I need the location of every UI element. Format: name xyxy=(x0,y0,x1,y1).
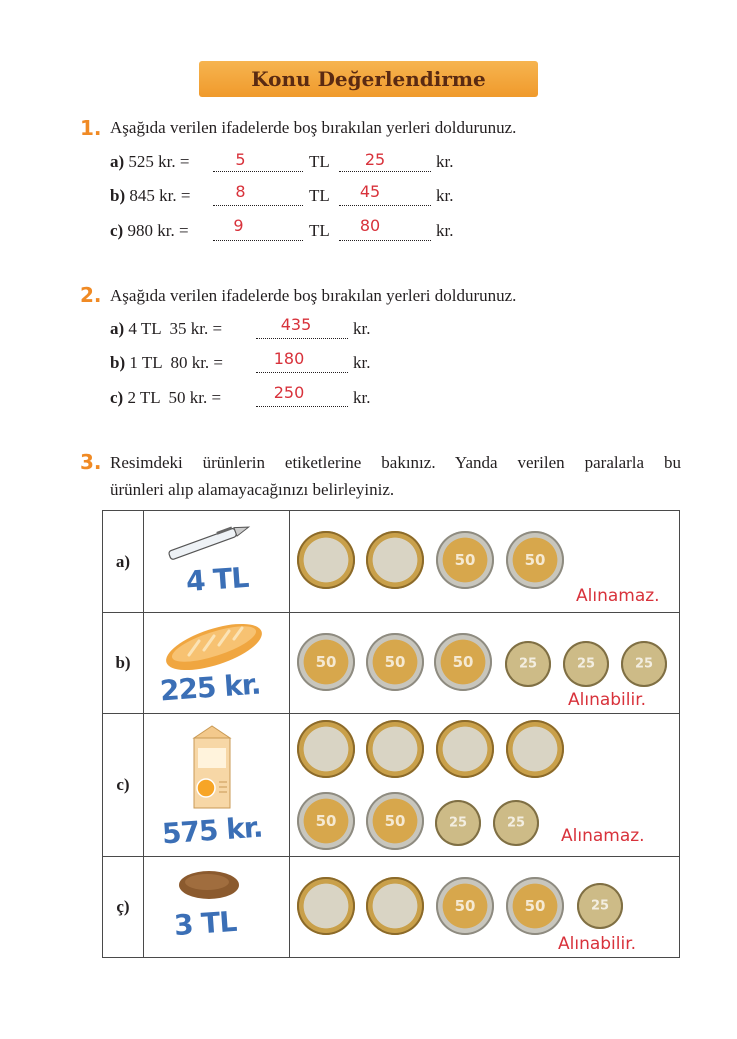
table-row xyxy=(103,857,680,958)
product-cell xyxy=(144,613,290,714)
question-1-number: 1. xyxy=(80,116,102,140)
coin-value: 50 xyxy=(454,551,476,569)
answer-blank[interactable] xyxy=(256,371,348,373)
item-expression: 525 kr. = xyxy=(128,152,190,171)
coin-25kr-icon xyxy=(505,641,551,687)
coins-cell xyxy=(290,857,680,958)
coin-value: 50 xyxy=(452,653,474,671)
coin-50kr-icon xyxy=(506,531,564,589)
item-expression: 1 TL 80 kr. = xyxy=(129,353,224,372)
coin-value: 25 xyxy=(506,815,526,831)
item-label: b) xyxy=(110,186,126,205)
coin-1tl-icon xyxy=(436,720,494,778)
answer-value: 25 xyxy=(364,150,386,169)
price-label: 4 TL xyxy=(184,560,250,599)
tl-unit: TL xyxy=(309,221,330,240)
question-2-text: Aşağıda verilen ifadelerde boş bırakılan yerleri doldurunuz. xyxy=(110,286,517,305)
price-label: 575 kr. xyxy=(160,810,264,851)
coin-value: 50 xyxy=(524,897,546,915)
answer-value: 5 xyxy=(235,150,246,169)
coins-cell xyxy=(290,511,680,613)
coin-value: 50 xyxy=(524,551,546,569)
kr-unit: kr. xyxy=(436,221,454,240)
kr-unit: kr. xyxy=(353,388,371,407)
q1-item-c xyxy=(110,221,189,245)
item-expression: 845 kr. = xyxy=(129,186,191,205)
question-3-number: 3. xyxy=(80,450,102,474)
item-expression: 4 TL 35 kr. = xyxy=(128,319,223,338)
row-label: b) xyxy=(103,613,144,714)
coin-50kr-icon xyxy=(366,633,424,691)
kr-unit: kr. xyxy=(436,186,454,205)
coin-value: 25 xyxy=(518,656,538,672)
coin-value: 25 xyxy=(590,898,610,914)
coin-1tl-icon xyxy=(366,877,424,935)
answer-blank[interactable] xyxy=(213,170,303,172)
product-cell xyxy=(144,511,290,613)
answer-blank[interactable] xyxy=(256,337,348,339)
coin-50kr-icon xyxy=(506,877,564,935)
coin-50kr-icon xyxy=(436,531,494,589)
coin-1tl-icon xyxy=(297,877,355,935)
answer-blank[interactable] xyxy=(339,239,431,241)
coin-50kr-icon xyxy=(297,792,355,850)
result-text: Alınabilir. xyxy=(558,934,637,954)
question-1-text: Aşağıda verilen ifadelerde boş bırakılan yerleri doldurunuz. xyxy=(110,118,517,137)
coin-value: 25 xyxy=(448,815,468,831)
coin-50kr-icon xyxy=(436,877,494,935)
answer-value: 250 xyxy=(273,383,305,402)
coin-25kr-icon xyxy=(493,800,539,846)
item-label: c) xyxy=(110,221,124,240)
section-title-banner xyxy=(199,61,538,97)
result-text: Alınamaz. xyxy=(576,586,660,606)
item-label: c) xyxy=(110,388,124,407)
coin-50kr-icon xyxy=(366,792,424,850)
answer-blank[interactable] xyxy=(256,405,348,407)
coin-value: 25 xyxy=(576,656,596,672)
answer-blank[interactable] xyxy=(213,239,303,241)
result-text: Alınabilir. xyxy=(568,690,647,710)
coin-value: 50 xyxy=(315,812,337,830)
answer-value: 435 xyxy=(280,315,312,334)
answer-value: 9 xyxy=(233,216,244,235)
q2-item-c xyxy=(110,388,221,412)
answer-blank[interactable] xyxy=(339,170,431,172)
q2-item-b xyxy=(110,353,223,377)
price-label: 3 TL xyxy=(172,904,238,943)
product-cell xyxy=(144,714,290,857)
question-3-text-line1: Resimdeki ürünlerin etiketlerine bakınız. Yanda verilen paralarla bu xyxy=(110,453,681,472)
q1-item-b xyxy=(110,186,190,210)
tl-unit: TL xyxy=(309,186,330,205)
kr-unit: kr. xyxy=(353,319,371,338)
coin-value: 50 xyxy=(384,653,406,671)
table-row xyxy=(103,613,680,714)
question-2-number: 2. xyxy=(80,283,102,307)
answer-value: 8 xyxy=(235,182,246,201)
answer-value: 180 xyxy=(273,349,305,368)
coin-25kr-icon xyxy=(621,641,667,687)
answer-value: 80 xyxy=(359,216,381,235)
table-row xyxy=(103,511,680,613)
product-cell xyxy=(144,857,290,958)
result-text: Alınamaz. xyxy=(561,826,645,846)
coin-1tl-icon xyxy=(297,720,355,778)
coin-value: 50 xyxy=(315,653,337,671)
answer-blank[interactable] xyxy=(339,204,431,206)
coin-25kr-icon xyxy=(435,800,481,846)
item-expression: 2 TL 50 kr. = xyxy=(127,388,222,407)
juice-carton-icon xyxy=(184,722,244,812)
row-label: c) xyxy=(103,714,144,857)
q1-item-a xyxy=(110,152,189,176)
kr-unit: kr. xyxy=(353,353,371,372)
coin-25kr-icon xyxy=(577,883,623,929)
coin-50kr-icon xyxy=(434,633,492,691)
answer-value: 45 xyxy=(359,182,381,201)
shopping-table xyxy=(102,510,680,958)
item-label: a) xyxy=(110,152,125,171)
coin-1tl-icon xyxy=(297,531,355,589)
q2-item-a xyxy=(110,319,222,343)
coins-cell xyxy=(290,714,680,857)
item-label: b) xyxy=(110,353,126,372)
coin-1tl-icon xyxy=(506,720,564,778)
coins-cell xyxy=(290,613,680,714)
coin-50kr-icon xyxy=(297,633,355,691)
table-row xyxy=(103,714,680,857)
coin-1tl-icon xyxy=(366,720,424,778)
item-expression: 980 kr. = xyxy=(127,221,189,240)
coin-value: 50 xyxy=(454,897,476,915)
coin-1tl-icon xyxy=(366,531,424,589)
question-3-text-line2: ürünleri alıp alamayacağınızı belirleyiniz. xyxy=(110,480,395,499)
section-title: Konu Değerlendirme xyxy=(251,67,486,91)
item-label: a) xyxy=(110,319,125,338)
kr-unit: kr. xyxy=(436,152,454,171)
row-label: a) xyxy=(103,511,144,613)
tl-unit: TL xyxy=(309,152,330,171)
bread-loaf-icon xyxy=(177,867,247,907)
coin-25kr-icon xyxy=(563,641,609,687)
coin-value: 50 xyxy=(384,812,406,830)
pen-icon xyxy=(159,521,259,561)
coin-value: 25 xyxy=(634,656,654,672)
price-label: 225 kr. xyxy=(158,667,262,708)
row-label: ç) xyxy=(103,857,144,958)
answer-blank[interactable] xyxy=(213,204,303,206)
